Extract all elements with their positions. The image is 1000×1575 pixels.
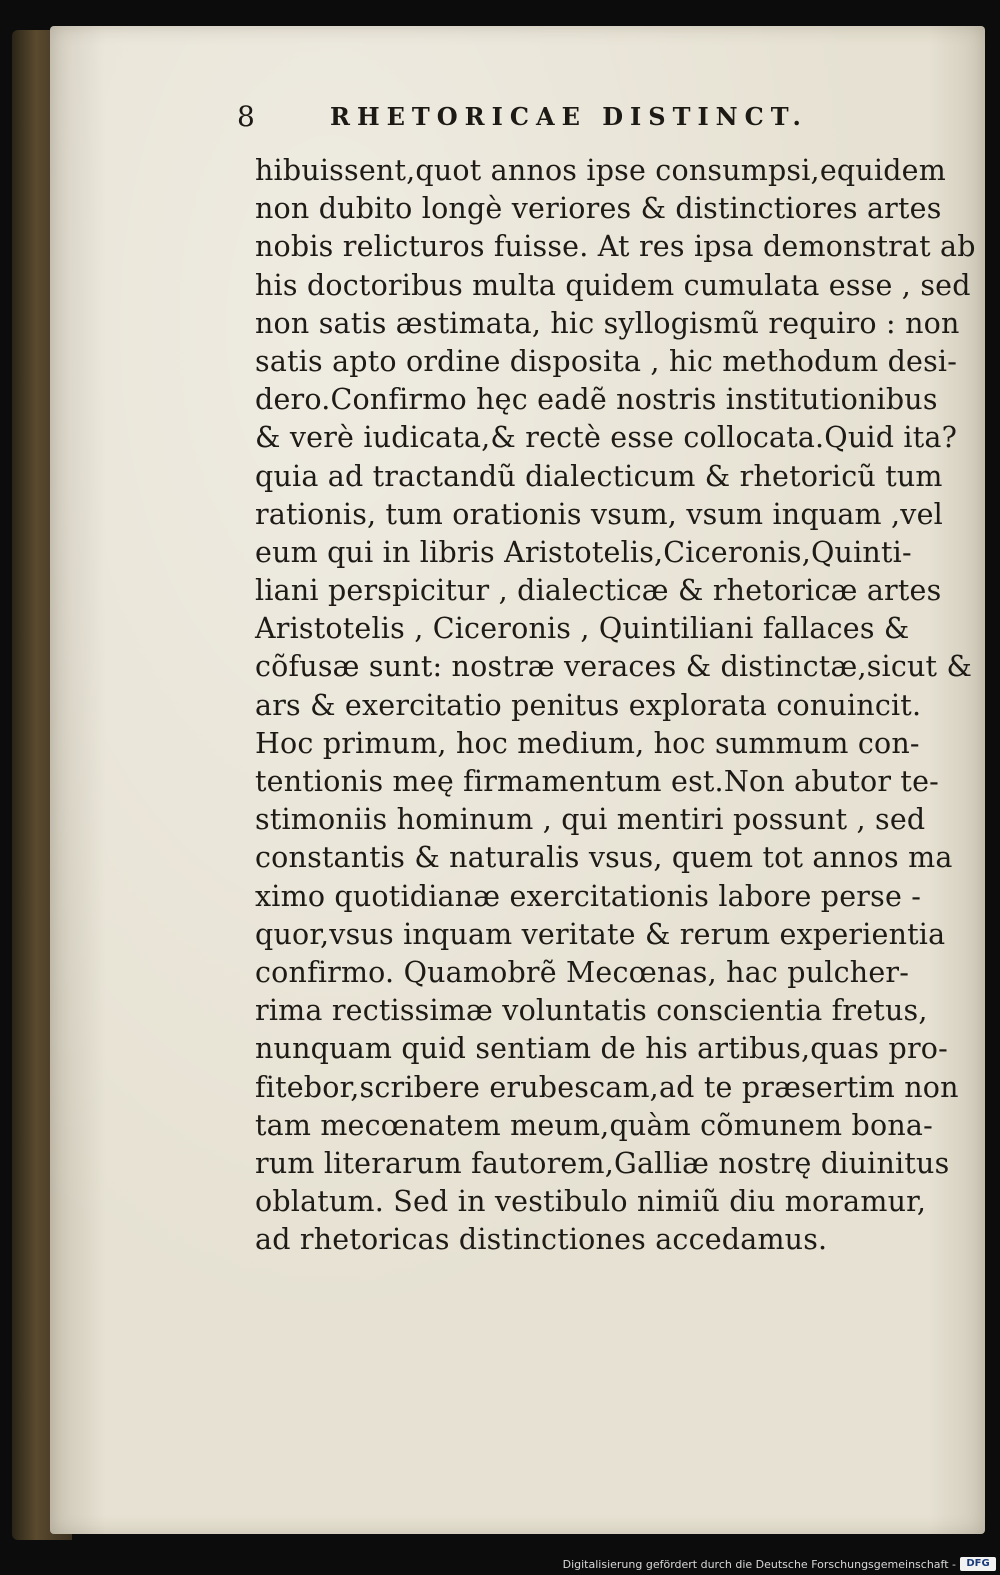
text-line: nobis relicturos fuisse. At res ipsa demonstrat ab xyxy=(255,230,976,264)
text-line: confirmo. Quamobrẽ Mecœnas, hac pulcher- xyxy=(255,955,910,989)
text-line: Aristotelis , Ciceronis , Quintiliani fallaces & xyxy=(255,612,910,646)
text-line: & verè iudicata,& rectè esse collocata.Quid ita? xyxy=(255,421,958,455)
body-text xyxy=(255,152,976,1259)
text-line: quia ad tractandũ dialecticum & rhetoricũ tum xyxy=(255,459,943,493)
running-head xyxy=(0,100,1000,140)
text-line: quor,vsus inquam veritate & rerum experientia xyxy=(255,917,946,951)
text-line-last: ad rhetoricas distinctiones accedamus. xyxy=(255,1223,828,1257)
text-line: non satis æstimata, hic syllogismũ requiro : non xyxy=(255,306,960,340)
text-line: oblatum. Sed in vestibulo nimiũ diu moramur, xyxy=(255,1185,927,1219)
text-line: non dubito longè veriores & distinctiores artes xyxy=(255,192,942,226)
text-line: satis apto ordine disposita , hic methodum desi- xyxy=(255,344,958,378)
text-line: his doctoribus multa quidem cumulata esse , sed xyxy=(255,268,971,302)
text-line: tentionis meę firmamentum est.Non abutor te- xyxy=(255,765,939,798)
text-line: ars & exercitatio penitus explorata conuincit. xyxy=(255,688,922,722)
text-line: rum literarum fautorem,Galliæ nostrę diuinitus xyxy=(255,1146,950,1180)
text-line: fitebor,scribere erubescam,ad te præsertim non xyxy=(255,1070,959,1104)
page-number: 8 xyxy=(237,100,256,133)
text-line: cõfusæ sunt: nostræ veraces & distinctæ,sicut & xyxy=(255,650,973,684)
dfg-logo: DFG xyxy=(960,1557,996,1571)
text-line: tam mecœnatem meum,quàm cõmunem bona- xyxy=(255,1108,933,1142)
text-line: Hoc primum, hoc medium, hoc summum con- xyxy=(255,726,920,760)
text-line: constantis & naturalis vsus, quem tot annos ma xyxy=(255,841,953,875)
text-line: eum qui in libris Aristotelis,Ciceronis,Quinti- xyxy=(255,535,912,569)
text-line: rima rectissimæ voluntatis conscientia fretus, xyxy=(255,994,928,1028)
text-line: dero.Confirmo hęc eadẽ nostris institutionibus xyxy=(255,383,938,417)
funding-credit: Digitalisierung gefördert durch die Deutsche Forschungsgemeinschaft - xyxy=(562,1558,956,1571)
text-line: rationis, tum orationis vsum, vsum inquam ,vel xyxy=(255,497,943,531)
text-line: nunquam quid sentiam de his artibus,quas pro- xyxy=(255,1032,948,1066)
text-line: liani perspicitur , dialecticæ & rhetoricæ artes xyxy=(255,574,942,608)
text-line: ximo quotidianæ exercitationis labore perse - xyxy=(255,879,922,913)
running-title: RHETORICAE DISTINCT. xyxy=(330,102,808,131)
text-line: stimoniis hominum , qui mentiri possunt , sed xyxy=(255,803,926,837)
footer-bar xyxy=(0,1553,1000,1575)
text-line: hibuissent,quot annos ipse consumpsi,equidem xyxy=(255,154,946,187)
